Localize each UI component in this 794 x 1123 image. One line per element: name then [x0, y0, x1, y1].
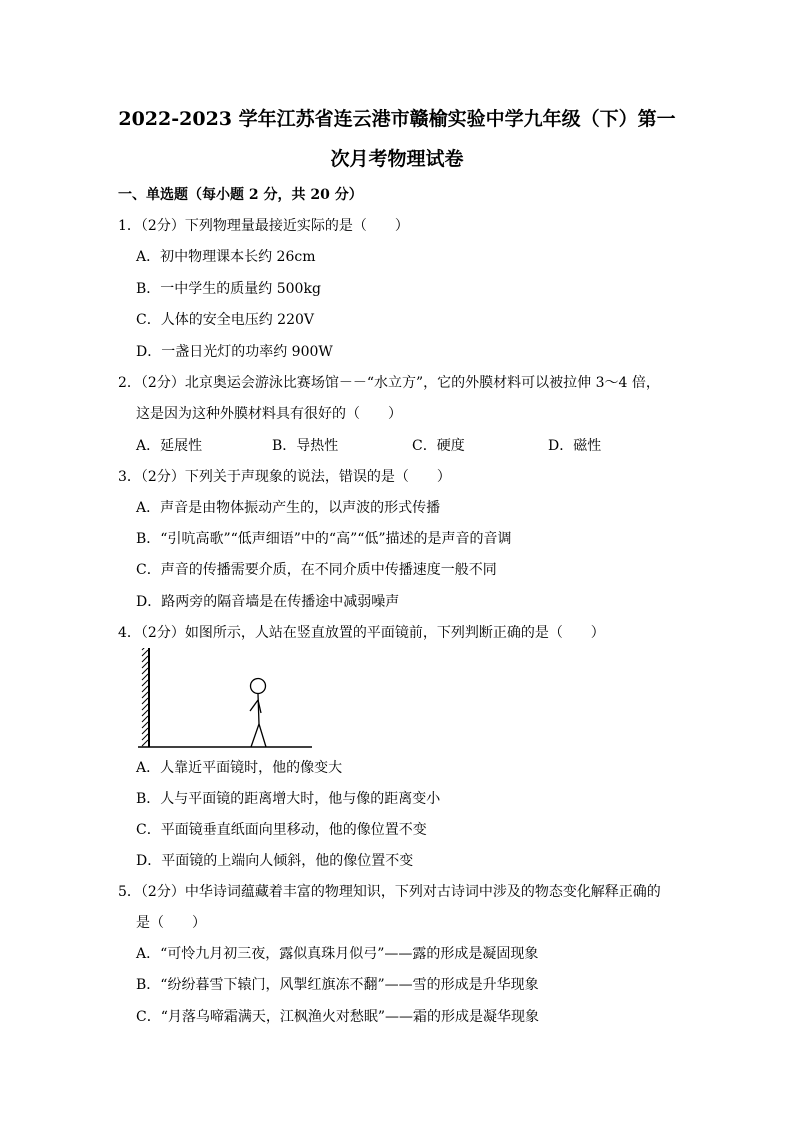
question-1-option-b: B．一中学生的质量约 500kg: [136, 281, 321, 297]
question-3-option-b: B．“引吭高歌”“低声细语”中的“高”“低”描述的是声音的音调: [136, 531, 512, 547]
question-2-stem-line-1: 2．（2分）北京奥运会游泳比赛场馆－－“水立方”，它的外膜材料可以被拉伸 3～4 倍，: [118, 375, 660, 391]
question-5-stem-line-1: 5．（2分）中华诗词蕴藏着丰富的物理知识，下列对古诗词中涉及的物态变化解释正确的: [118, 884, 661, 900]
question-3-option-c: C．声音的传播需要介质，在不同介质中传播速度一般不同: [136, 562, 497, 578]
exam-title-line-1: 2022-2023 学年江苏省连云港市赣榆实验中学九年级（下）第一: [118, 108, 676, 130]
question-3-option-d: D．路两旁的隔音墙是在传播途中减弱噪声: [136, 594, 400, 610]
question-5-option-a: A．“可怜九月初三夜，露似真珠月似弓”——露的形成是凝固现象: [136, 946, 539, 962]
question-3-stem: 3．（2分）下列关于声现象的说法，错误的是（ ）: [118, 469, 451, 485]
question-5-stem-line-2: 是（ ）: [136, 915, 206, 931]
question-2-option-a: A．延展性: [136, 438, 203, 454]
question-2-option-b: B．导热性: [272, 438, 339, 454]
question-4-option-a: A．人靠近平面镜时，他的像变大: [136, 760, 343, 776]
question-4-option-c: C．平面镜垂直纸面向里移动，他的像位置不变: [136, 822, 427, 838]
question-2-stem-line-2: 这是因为这种外膜材料具有很好的（ ）: [136, 406, 402, 422]
question-4-stem: 4．（2分）如图所示，人站在竖直放置的平面镜前，下列判断正确的是（ ）: [118, 625, 605, 641]
question-2-option-d: D．磁性: [548, 438, 602, 454]
question-4-option-b: B．人与平面镜的距离增大时，他与像的距离变小: [136, 791, 441, 807]
question-1-option-d: D．一盏日光灯的功率约 900W: [136, 344, 333, 360]
question-1-option-a: A．初中物理课本长约 26cm: [136, 249, 316, 265]
exam-title-line-2: 次月考物理试卷: [330, 148, 464, 170]
mirror-person-figure: [138, 648, 314, 752]
section-heading: 一、单选题（每小题 2 分，共 20 分）: [118, 187, 363, 203]
question-1-stem: 1．（2分）下列物理量最接近实际的是（ ）: [118, 218, 409, 234]
question-2-option-c: C．硬度: [412, 438, 465, 454]
mirror-hatching: [142, 648, 148, 746]
question-3-option-a: A．声音是由物体振动产生的，以声波的形式传播: [136, 500, 441, 516]
question-1-option-c: C．人体的安全电压约 220V: [136, 312, 314, 328]
question-5-option-c: C．“月落乌啼霜满天，江枫渔火对愁眠”——霜的形成是凝华现象: [136, 1009, 540, 1025]
question-5-option-b: B．“纷纷暮雪下辕门，风掣红旗冻不翻”——雪的形成是升华现象: [136, 977, 539, 993]
question-4-option-d: D．平面镜的上端向人倾斜，他的像位置不变: [136, 853, 414, 869]
standing-person: [250, 679, 266, 748]
